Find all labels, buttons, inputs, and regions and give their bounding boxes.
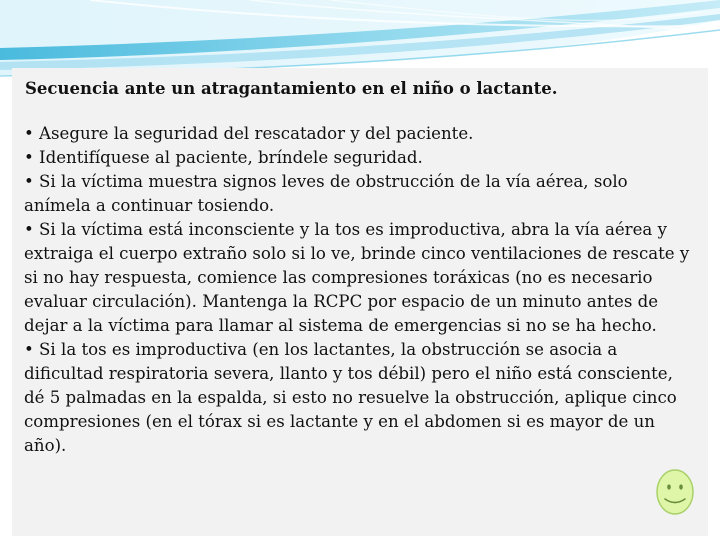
bullet-item-3: • Si la víctima muestra signos leves de obstrucción de la vía aérea, solo anímela a continuar tosiendo. [24, 172, 628, 215]
bullet-item-4: • Si la víctima está inconsciente y la tos es improductiva, abra la vía aérea y extraiga el cuerpo extraño solo si lo ve, brinde cinco ventilaciones de rescate y si no hay respuesta, comience las compresiones toráxicas (no es necesario evaluar circulación). Mantenga la RCPC por espacio de un minuto antes de dejar a la víctima para llamar al sistema de emergencias si no se ha hecho. [24, 220, 690, 335]
bullet-item-1: • Asegure la seguridad del rescatador y del paciente. [24, 124, 474, 143]
slide-title: Secuencia ante un atragantamiento en el niño o lactante. [25, 79, 558, 98]
smiley-face-icon [655, 468, 695, 516]
bullet-item-5: • Si la tos es improductiva (en los lactantes, la obstrucción se asocia a dificultad respiratoria severa, llanto y tos débil) pero el niño está consciente, dé 5 palmadas en la espalda, si esto no resuelve la obstrucción, aplique cinco compresiones (en el tórax si es lactante y en el abdomen si es mayor de un año). [24, 340, 677, 455]
bullet-item-2: • Identifíquese al paciente, bríndele seguridad. [24, 148, 423, 167]
bullet-list [24, 122, 696, 458]
